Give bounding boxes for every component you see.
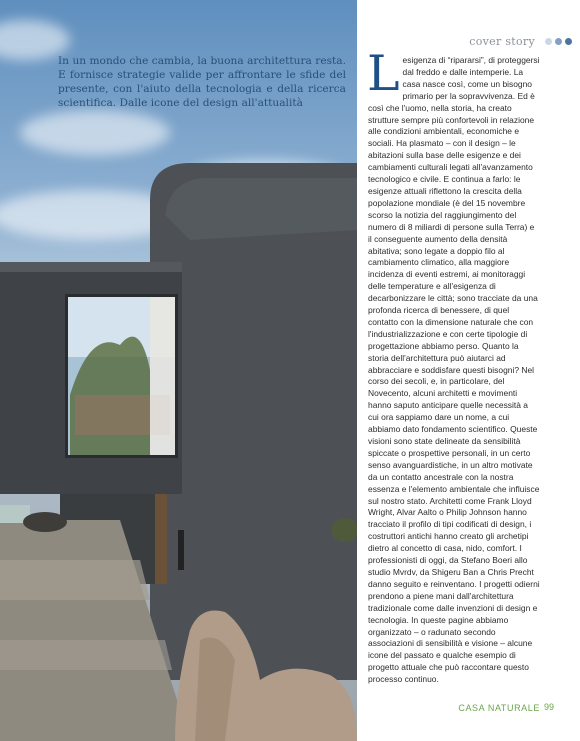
section-label: cover story [469, 35, 535, 48]
dot-dark-icon [565, 38, 572, 45]
magazine-name: CASA NATURALE [458, 703, 540, 713]
dot-light-icon [545, 38, 552, 45]
dot-medium-icon [555, 38, 562, 45]
section-dots [545, 38, 572, 45]
page-number: 99 [543, 702, 554, 712]
drop-cap: L [367, 45, 400, 102]
article-body: esigenza di “ripararsi”, di proteggersi dal freddo e dalle intemperie. La casa nasce così, come un bisogno primario per la sopravvivenza. Ed è così che l'uomo, nella storia, ha creato strutture sempre più confortevoli in relazione alle condizioni ambientali, economiche e sociali. Ha plasmato – con il design – le abitazioni sulla base delle esigenze e dei cambiamenti culturali legati all'avanzamento tecnologico e civile. E continua a farlo: le esigenze attuali riflettono la crescita della popolazione mondiale (è del 15 novembre scorso la notizia del raggiungimento del numero di 8 miliardi di persone sulla Terra) e il conseguente aumento della densità abitativa; sono legate a doppio filo al cambiamento climatico, alla maggiore incidenza di eventi estremi, ai monitoraggi delle temperature e all'esigenza di decarbonizzare le città; sono tracciate da una profonda ricerca di benessere, di quel contatto con la dimensione naturale che con l'industrializzazione e con certe tipologie di progettazione abbiamo perso. Quanto la storia dell'architettura può aiutarci ad abbracciare e soddisfare questi bisogni? Nel corso dei secoli, e, in particolare, del Novecento, alcuni architetti e movimenti hanno saputo anticipare quelle necessità a cui ora sappiamo dare un nome, a cui abbiamo dato fondamento scientifico. Queste visioni sono state delineate da sensibilità spiccate o prospettive personali, in un certo senso avanguardistiche, in un altro motivate da un contatto ancestrale con la nostra essenza e l'elemento ambientale che influisce sul nostro stato. Architetti come Frank Lloyd Wright, Alvar Aalto o Philip Johnson hanno tracciato il profilo di tipi codificati di design, i costruttori antichi hanno creato gli archetipi dietro al concetto di casa, nido, comfort. I professionisti di oggi, da Stefano Boeri allo studio Mvrdv, da Shigeru Ban a Chris Precht danno seguito e reinventano. I progetti odierni prendono a piene mani dall'architettura tradizionale come dalle invenzioni di design e tecnologia. In queste pagine abbiamo organizzato – o radunato secondo associazioni di sensibilità e visione – alcune icone del passato e qualche esempio di progetto attuale che può raccontare questo processo continuo. [368, 55, 540, 685]
photo-caption: In un mondo che cambia, la buona architettura resta. E fornisce strategie valide per affrontare le sfide del presente, con l'aiuto della tecnologia e della ricerca scientifica. Dalle icone del design all'attualità [58, 55, 346, 109]
article-column [367, 45, 540, 686]
